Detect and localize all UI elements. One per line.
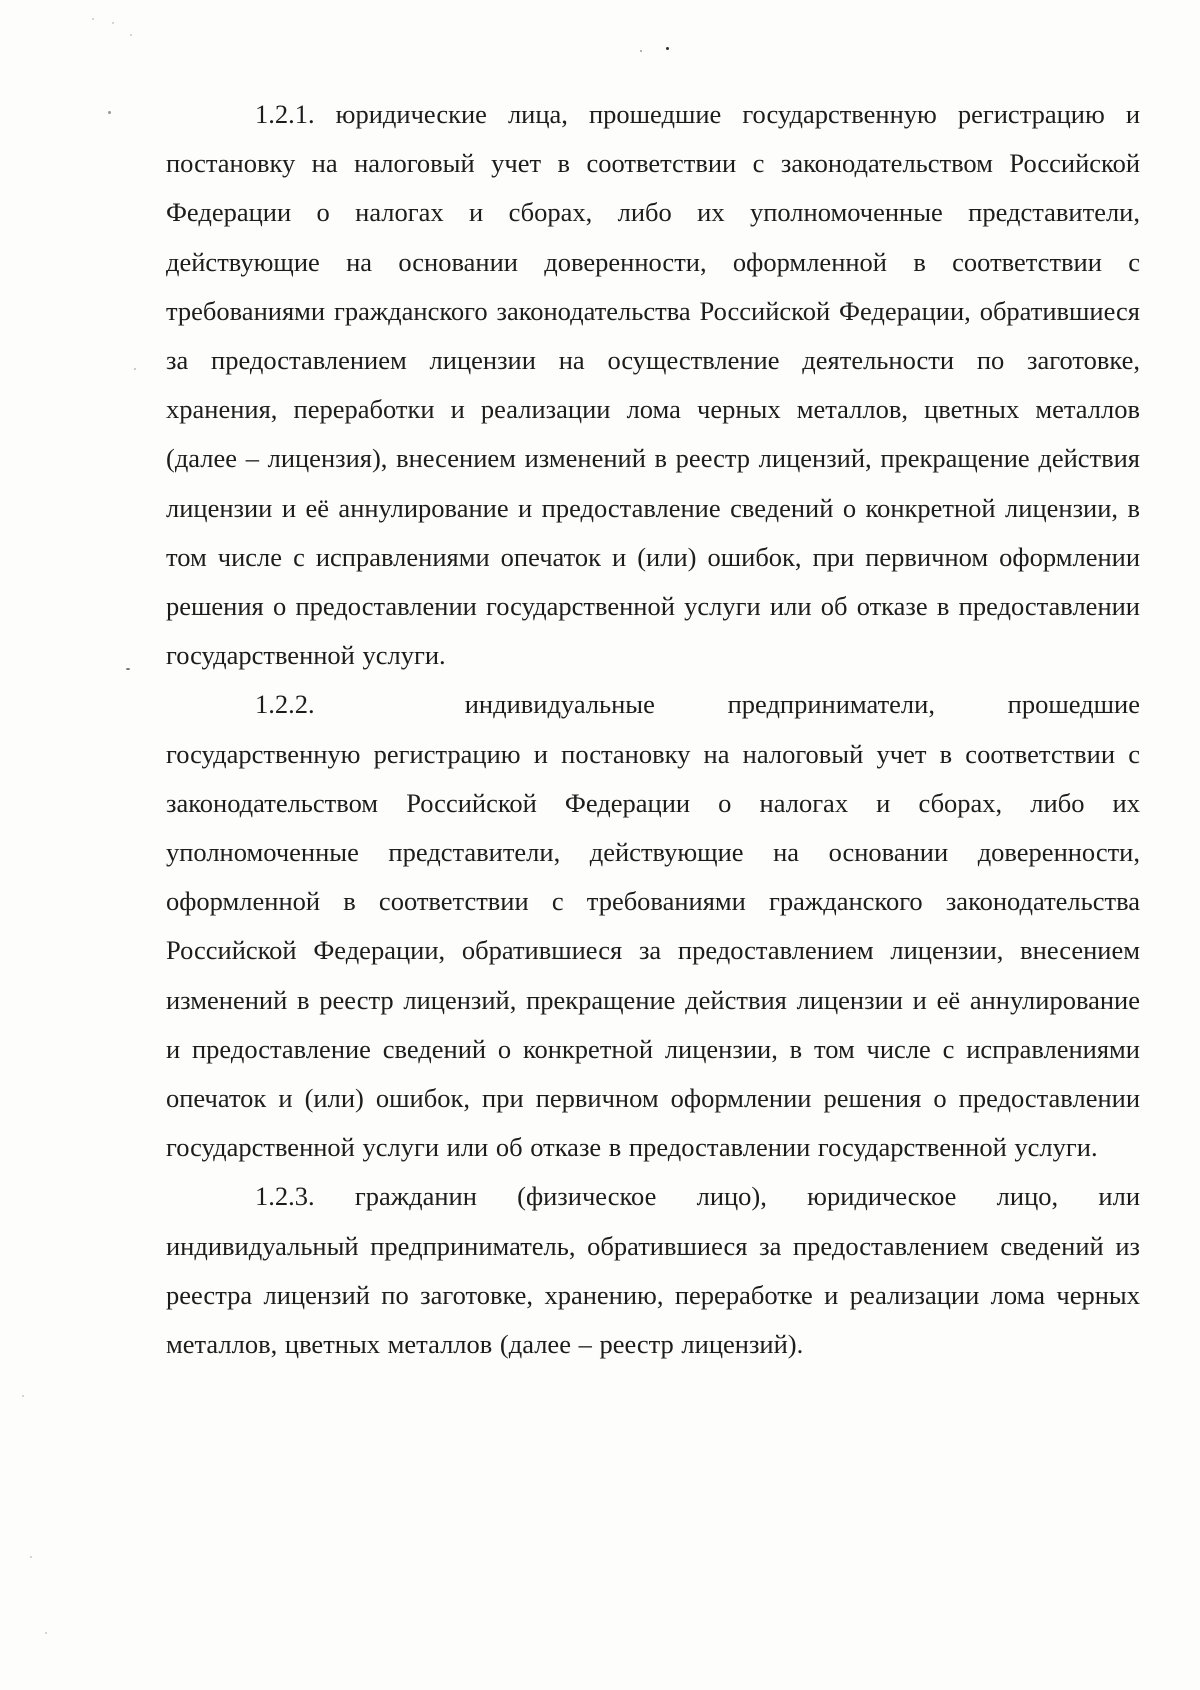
scan-dot bbox=[112, 22, 114, 24]
scan-dot bbox=[134, 368, 136, 370]
paragraph-1-2-1 bbox=[166, 90, 1140, 680]
paragraph-number: 1.2.3. bbox=[255, 1181, 315, 1212]
scan-dot bbox=[130, 34, 132, 36]
scan-dot bbox=[666, 47, 669, 50]
scan-dot bbox=[92, 18, 94, 20]
scan-dot bbox=[640, 50, 642, 52]
scan-dot bbox=[45, 1632, 47, 1634]
scan-dot bbox=[126, 668, 130, 670]
paragraph-text: гражданин (физическое лицо), юридическое лицо, или индивидуальный предприниматель, обратившиеся за предоставлением сведений из реестра лицензий по заготовке, хранению, переработке и реализации лома черных металлов, цветных металлов (далее – реестр лицензий). bbox=[166, 1181, 1140, 1360]
paragraph-number: 1.2.2. bbox=[255, 689, 315, 720]
scan-dot bbox=[22, 1395, 24, 1397]
scan-dot bbox=[108, 111, 111, 114]
paragraph-1-2-2 bbox=[166, 680, 1140, 1172]
paragraph-text: юридические лица, прошедшие государственную регистрацию и постановку на налоговый учет в соответствии с законодательством Российской Федерации о налогах и сборах, либо их уполномоченные представители, действующие на основании доверенности, оформленной в соответствии с требованиями гражданского законодательства Российской Федерации, обратившиеся за предоставлением лицензии на осуществление деятельности по заготовке, хранения, переработки и реализации лома черных металлов, цветных металлов (далее – лицензия), внесением изменений в реестр лицензий, прекращение действия лицензии и её аннулирование и предоставление сведений о конкретной лицензии, в том числе с исправлениями опечаток и (или) ошибок, при первичном оформлении решения о предоставлении государственной услуги или об отказе в предоставлении государственной услуги. bbox=[166, 99, 1140, 671]
scan-dot bbox=[30, 1556, 32, 1558]
paragraph-1-2-3 bbox=[166, 1172, 1140, 1369]
paragraph-text: индивидуальные предприниматели, прошедшие государственную регистрацию и постановку на налоговый учет в соответствии с законодательством Российской Федерации о налогах и сборах, либо их уполномоченные представители, действующие на основании доверенности, оформленной в соответствии с требованиями гражданского законодательства Российской Федерации, обратившиеся за предоставлением лицензии, внесением изменений в реестр лицензий, прекращение действия лицензии и её аннулирование и предоставление сведений о конкретной лицензии, в том числе с исправлениями опечаток и (или) ошибок, при первичном оформлении решения о предоставлении государственной услуги или об отказе в предоставлении государственной услуги. bbox=[166, 689, 1140, 1163]
paragraph-number: 1.2.1. bbox=[255, 99, 315, 129]
document-body bbox=[166, 90, 1140, 1369]
